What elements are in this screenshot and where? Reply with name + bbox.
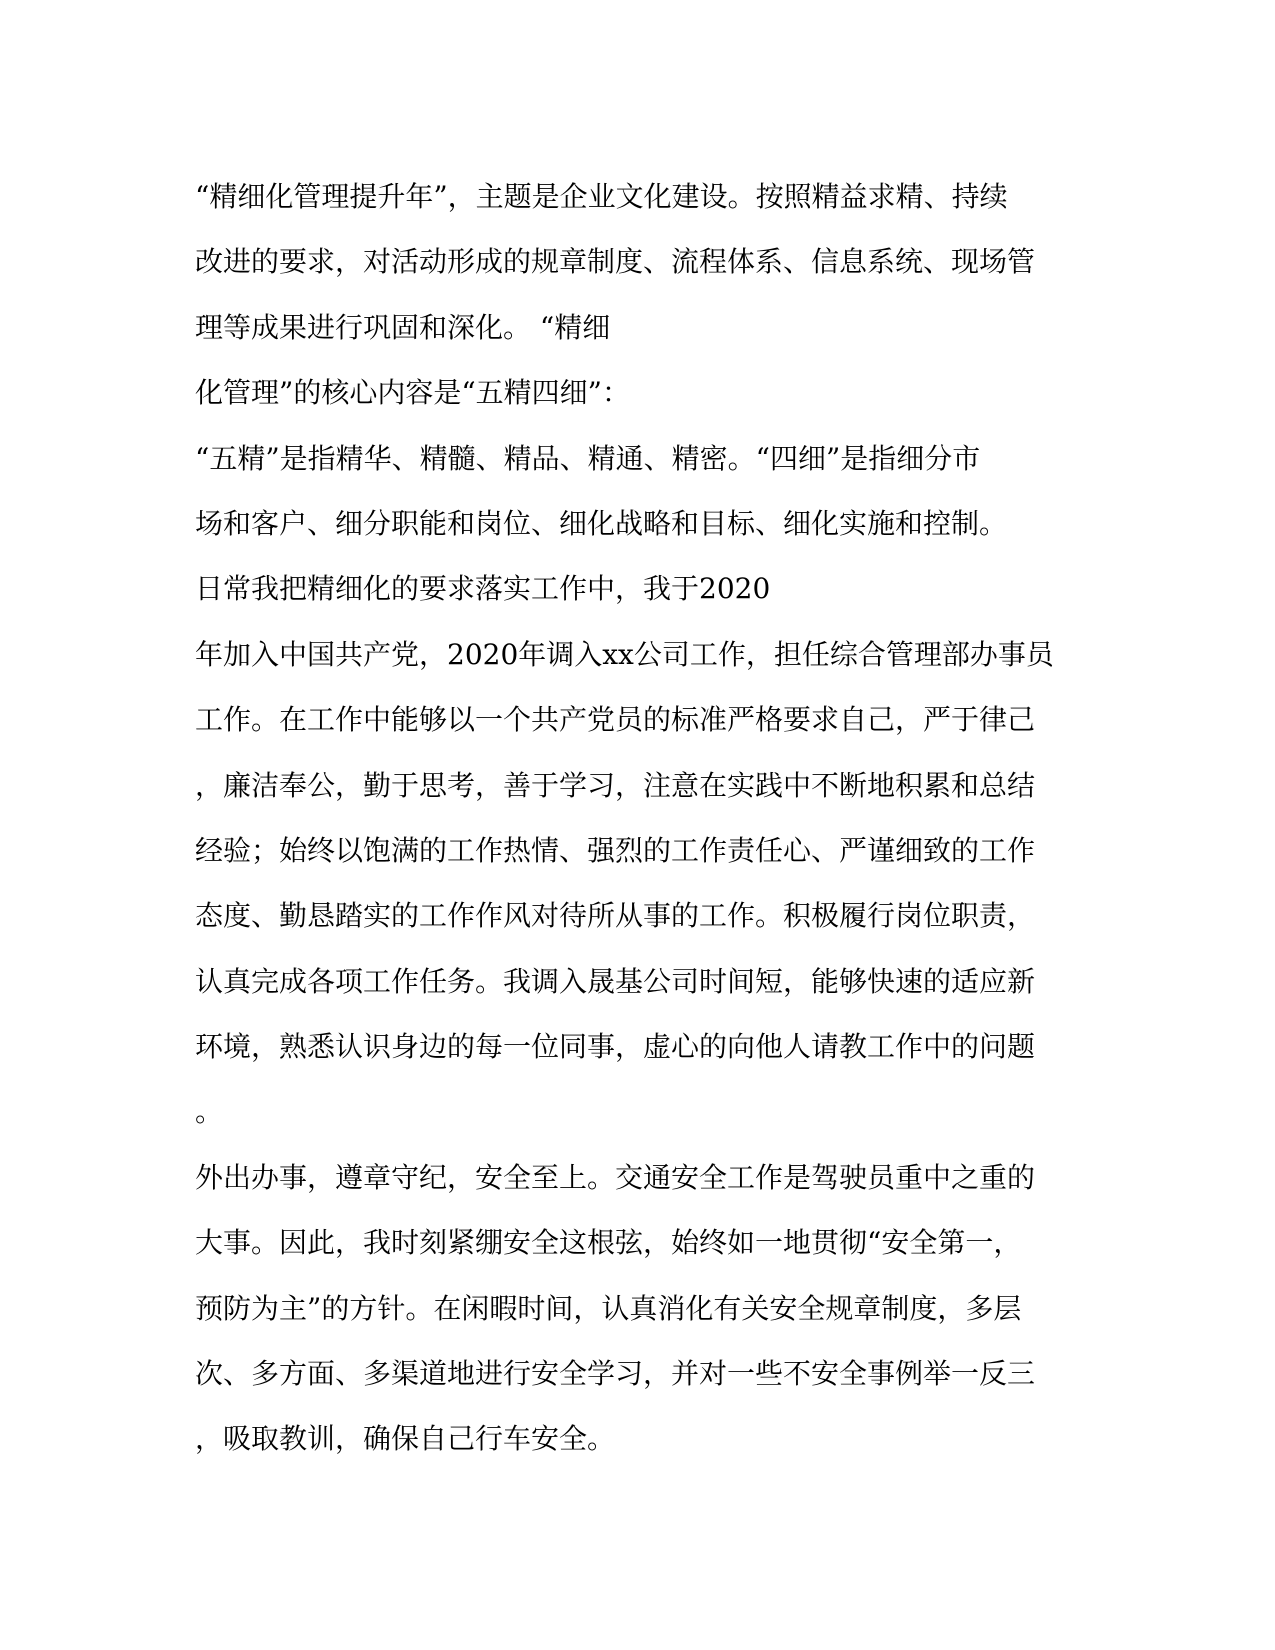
text-line: 次、多方面、多渠道地进行安全学习，并对一些不安全事例举一反三 xyxy=(195,1357,1036,1391)
text-line: 工作。在工作中能够以一个共产党员的标准严格要求自己，严于律己 xyxy=(195,703,1036,737)
text-line: 经验；始终以饱满的工作热情、强烈的工作责任心、严谨细致的工作 xyxy=(195,833,1036,867)
text-line: 环境，熟悉认识身边的每一位同事，虚心的向他人请教工作中的问题 xyxy=(195,1030,1036,1064)
text-line: 场和客户、细分职能和岗位、细化战略和目标、细化实施和控制。 xyxy=(195,506,1008,540)
text-line: ，廉洁奉公，勤于思考，善于学习，注意在实践中不断地积累和总结 xyxy=(195,768,1036,802)
text-line: 理等成果进行巩固和深化。 “精细 xyxy=(195,310,611,344)
text-line: 外出办事，遵章守纪，安全至上。交通安全工作是驾驶员重中之重的 xyxy=(195,1160,1036,1194)
text-line: 认真完成各项工作任务。我调入晟基公司时间短，能够快速的适应新 xyxy=(195,964,1036,998)
text-line: ，吸取教训，确保自己行车安全。 xyxy=(195,1422,616,1456)
text-line: “精细化管理提升年”，主题是企业文化建设。按照精益求精、持续 xyxy=(195,180,1008,213)
text-line: 态度、勤恳踏实的工作作风对待所从事的工作。积极履行岗位职责， xyxy=(195,899,1036,933)
text-line: “五精”是指精华、精髓、精品、精通、精密。“四细”是指细分市 xyxy=(195,441,981,475)
text-line: 改进的要求，对活动形成的规章制度、流程体系、信息系统、现场管 xyxy=(195,245,1036,279)
text-line: 预防为主”的方针。在闲暇时间，认真消化有关安全规章制度，多层 xyxy=(195,1291,1022,1325)
text-line: 年加入中国共产党，2020年调入xx公司工作，担任综合管理部办事员 xyxy=(195,637,1054,671)
text-line: 。 xyxy=(195,1095,224,1129)
text-line: 大事。因此，我时刻紧绷安全这根弦，始终如一地贯彻“安全第一， xyxy=(195,1226,1022,1260)
document-body xyxy=(195,164,1075,1472)
text-line: 日常我把精细化的要求落实工作中，我于2020 xyxy=(195,572,771,606)
text-line: 化管理”的核心内容是“五精四细”： xyxy=(195,376,630,410)
